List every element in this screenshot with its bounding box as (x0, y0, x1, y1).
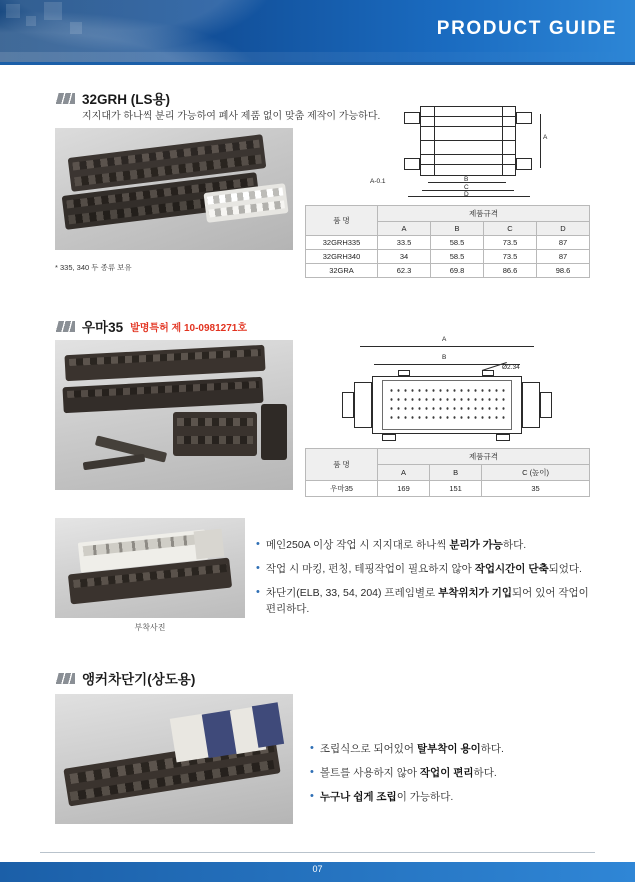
table-header-c: C (484, 222, 537, 236)
list-item (256, 586, 601, 616)
cell-c: 73.5 (484, 250, 537, 264)
table-header-group: 제품규격 (378, 206, 590, 222)
cell-b: 58.5 (431, 236, 484, 250)
patent-label: 발명특허 제 10-0981271호 (130, 322, 248, 334)
cell-b: 151 (430, 481, 482, 497)
spec-table-32grh (305, 205, 590, 278)
feature-list-anchor (310, 742, 610, 815)
cell-a: 169 (378, 481, 430, 497)
page-header (0, 0, 635, 62)
list-item-text: 작업 시 마킹, 펀칭, 테핑작업이 필요하지 않아 작업시간이 단축되었다. (265, 563, 582, 576)
table-header-d: D (537, 222, 590, 236)
technical-drawing-uma35 (330, 320, 570, 440)
dimension-label-a: A (442, 336, 447, 343)
section-marker-icon (55, 673, 75, 684)
table-header-a: A (378, 222, 431, 236)
section-title-32grh (55, 88, 170, 108)
bullet-dot-icon: • (310, 766, 314, 779)
list-item-text: 차단기(ELB, 33, 54, 204) 프레임별로 부착위치가 기입되어 있어 작업이 편리하다. (265, 587, 589, 615)
bullet-dot-icon: • (256, 586, 260, 599)
cell-a: 62.3 (378, 264, 431, 278)
cell-a: 33.5 (378, 236, 431, 250)
table-header-name: 품 명 (306, 449, 378, 481)
dimension-label-a-tol: A-0.1 (370, 178, 386, 185)
cell-d: 87 (537, 250, 590, 264)
table-header-a: A (378, 465, 430, 481)
photo-caption-uma35-mounted: 부착사진 (134, 623, 166, 632)
list-item-text: 메인250A 이상 작업 시 지지대로 하나씩 분리가 가능하다. (265, 539, 527, 551)
product-photo-uma35-mounted (55, 518, 245, 618)
list-item (256, 538, 601, 553)
page-title: PRODUCT GUIDE (436, 18, 617, 39)
table-row (306, 250, 590, 264)
cell-name: 우마35 (306, 481, 378, 497)
table-row (306, 236, 590, 250)
spec-table-uma35 (305, 448, 590, 497)
product-photo-anchor (55, 694, 293, 824)
header-divider (0, 62, 635, 65)
dimension-label-c: C (464, 184, 469, 191)
cell-d: 98.6 (537, 264, 590, 278)
dimension-label-dia: Ø2.34 (502, 364, 520, 371)
page-number: 07 (312, 864, 323, 874)
header-square-decoration (26, 16, 36, 26)
dimension-label-a: A (543, 134, 548, 141)
section-title-anchor (55, 668, 195, 688)
table-header-name: 품 명 (306, 206, 378, 236)
list-item-text: 볼트를 사용하지 않아 작업이 편리하다. (319, 767, 497, 780)
table-row (306, 264, 590, 278)
product-photo-uma35 (55, 340, 293, 490)
cell-c: 86.6 (484, 264, 537, 278)
product-photo-32grh (55, 128, 293, 250)
bullet-dot-icon: • (256, 562, 260, 575)
section-description-32grh: 지지대가 하나씩 분리 가능하여 폐사 제품 없이 맞춤 제작이 가능하다. (82, 111, 381, 122)
list-item (310, 766, 610, 781)
table-row (306, 481, 590, 497)
header-square-decoration (6, 4, 20, 18)
dimension-label-d: D (464, 191, 469, 198)
list-item-text: 누구나 쉽게 조립이 가능하다. (319, 791, 454, 804)
bullet-dot-icon: • (256, 538, 260, 550)
cell-b: 58.5 (431, 250, 484, 264)
cell-a: 34 (378, 250, 431, 264)
footer-divider (40, 852, 595, 853)
cell-c: 35 (482, 481, 590, 497)
cell-name: 32GRH340 (306, 250, 378, 264)
header-square-decoration (70, 22, 82, 34)
section-title-uma35 (55, 316, 247, 336)
technical-drawing-32grh (370, 100, 558, 198)
table-header-b: B (431, 222, 484, 236)
section-marker-icon (55, 321, 75, 332)
feature-list-uma35 (256, 538, 601, 626)
list-item (310, 742, 610, 757)
cell-name: 32GRH335 (306, 236, 378, 250)
section-marker-icon (55, 93, 75, 104)
bullet-dot-icon: • (310, 742, 314, 754)
list-item-text: 조립식으로 되어있어 탈부착이 용이하다. (319, 743, 504, 755)
list-item (310, 790, 610, 805)
dimension-label-b: B (442, 354, 447, 361)
table-header-b: B (430, 465, 482, 481)
section-title-label: 32GRH (LS용) (82, 92, 171, 107)
cell-d: 87 (537, 236, 590, 250)
section-title-label: 앵커차단기(상도용) (82, 672, 196, 687)
table-header-group: 제품규격 (378, 449, 590, 465)
bullet-dot-icon: • (310, 790, 314, 803)
table-header-c: C (높이) (482, 465, 590, 481)
cell-b: 69.8 (431, 264, 484, 278)
dimension-label-b: B (464, 176, 469, 183)
photo-note-32grh: * 335, 340 두 종류 보유 (55, 263, 132, 272)
cell-c: 73.5 (484, 236, 537, 250)
header-square-decoration (44, 2, 62, 20)
cell-name: 32GRA (306, 264, 378, 278)
list-item (256, 562, 601, 577)
section-title-label: 우마35 (82, 320, 124, 335)
header-band-decoration (0, 52, 635, 62)
